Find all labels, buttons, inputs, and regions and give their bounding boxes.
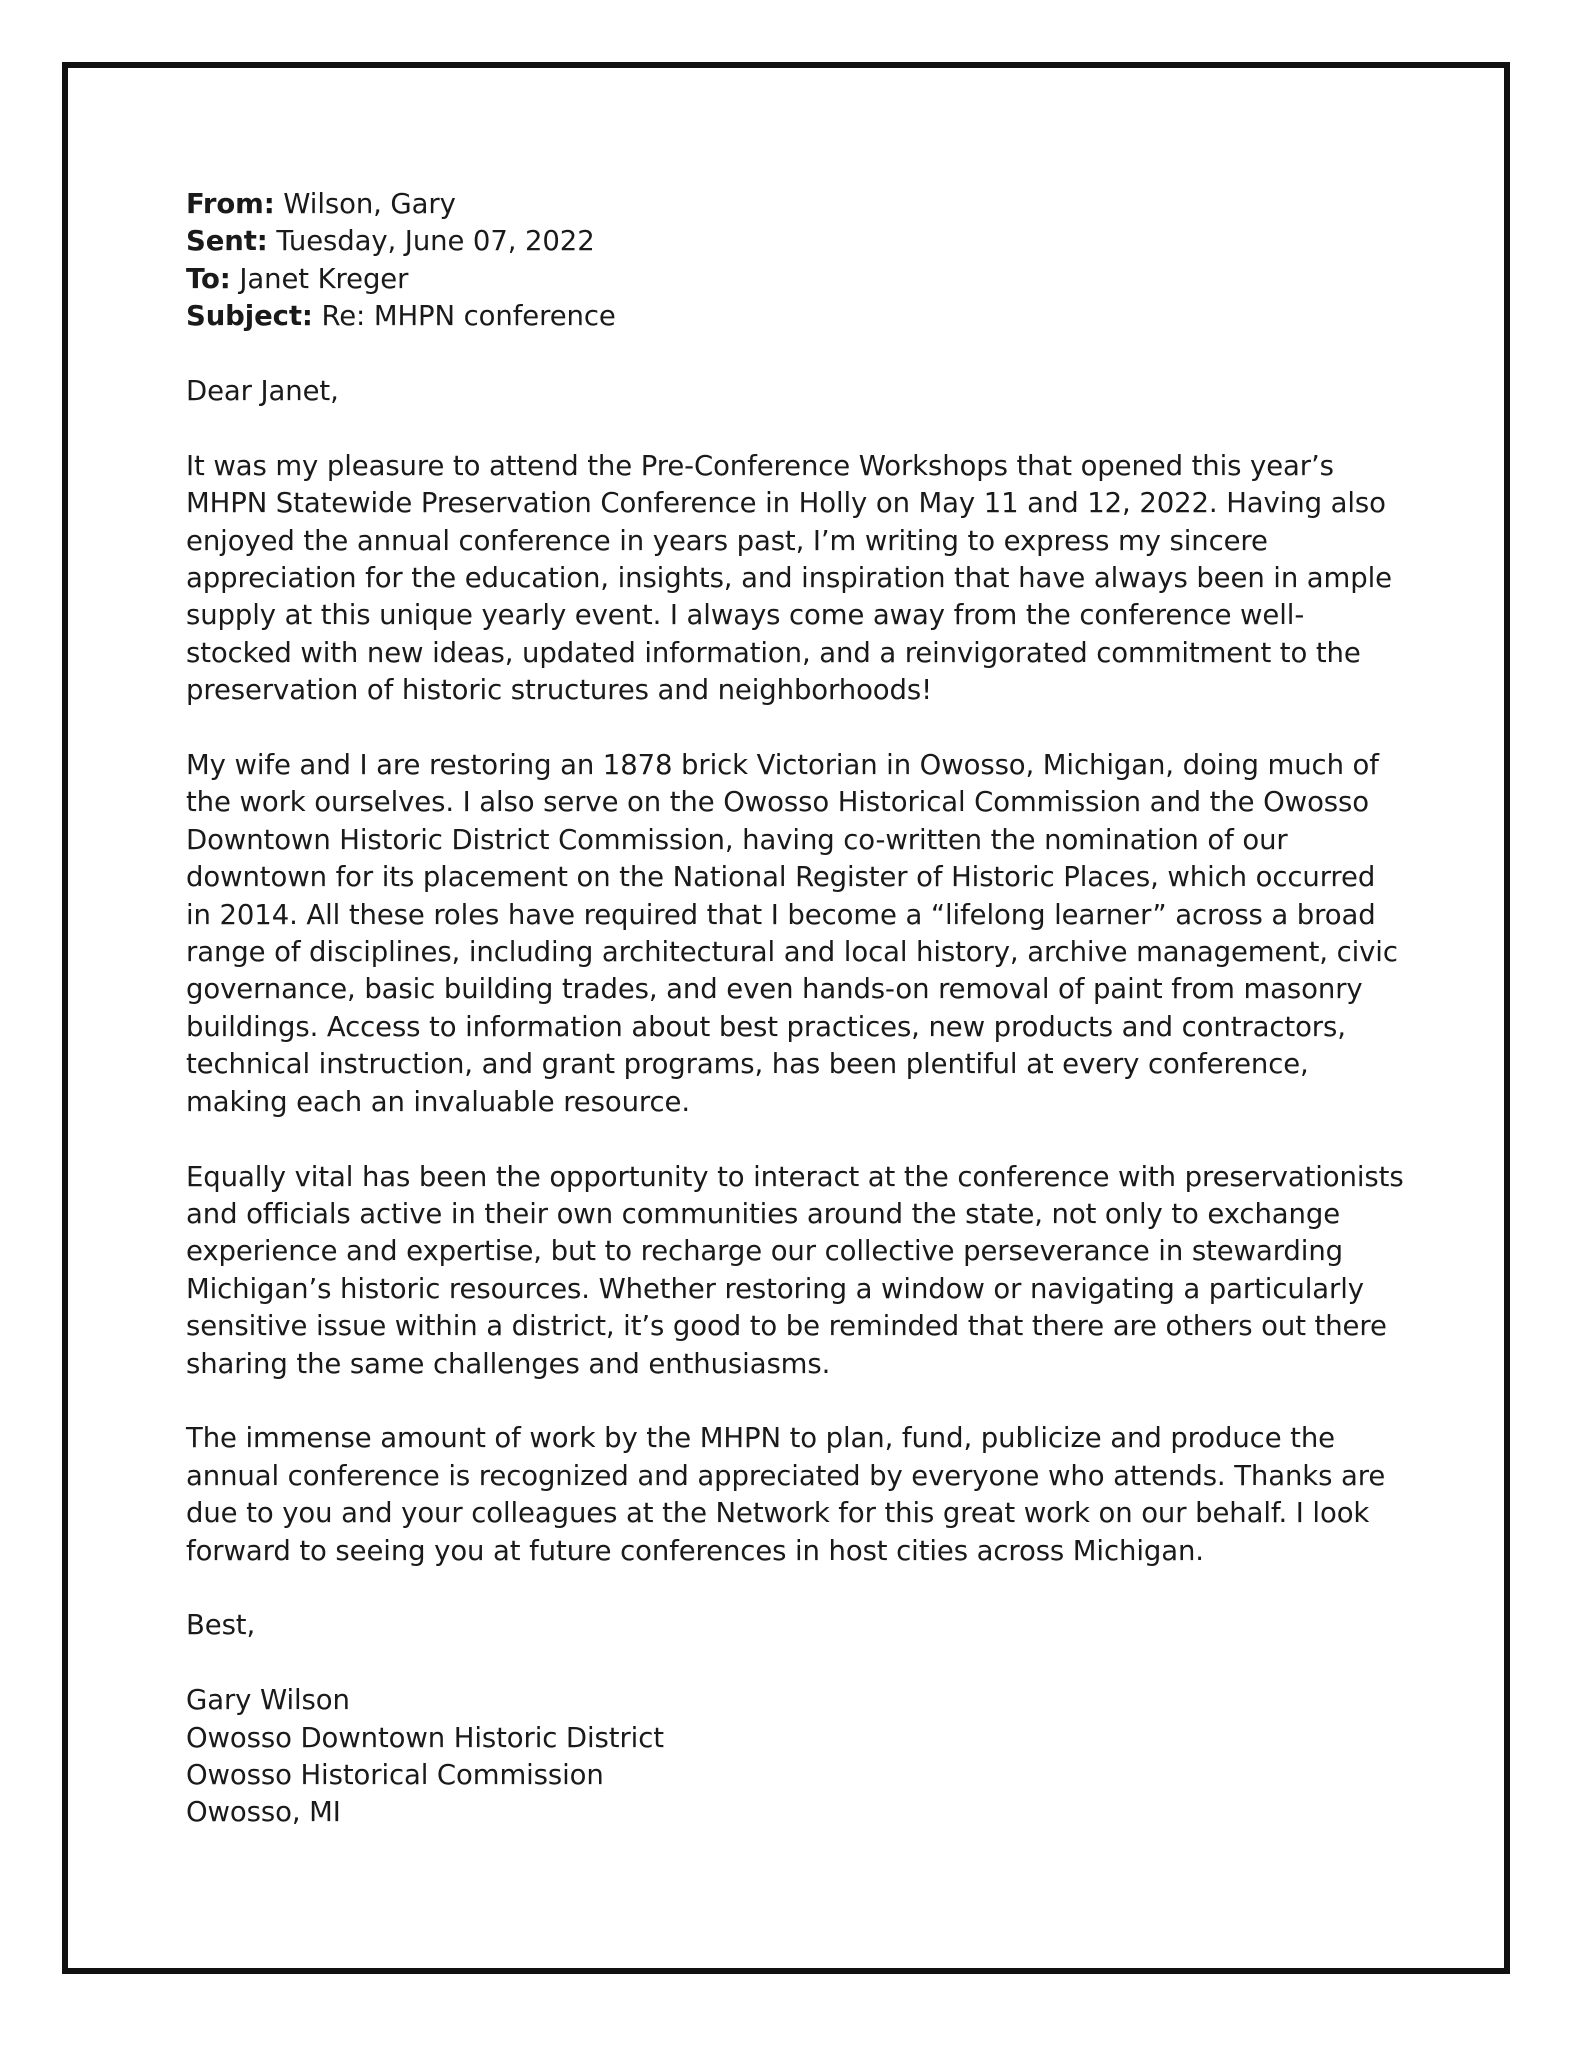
- text-line: MHPN Statewide Preservation Conference in Holly on May 11 and 12, 2022. Having also: [186, 487, 1386, 520]
- text-line: enjoyed the annual conference in years past, I’m writing to express my sincere: [186, 524, 1268, 557]
- text-line: forward to seeing you at future conferences in host cities across Michigan.: [186, 1534, 1204, 1567]
- subject-value: Re: MHPN conference: [321, 300, 616, 333]
- text-line: downtown for its placement on the National Register of Historic Places, which occurred: [186, 861, 1376, 894]
- letter: [186, 186, 1416, 1832]
- sent-value: Tuesday, June 07, 2022: [276, 225, 595, 258]
- subject-label: Subject:: [186, 300, 313, 333]
- text-line: stocked with new ideas, updated information, and a reinvigorated commitment to the: [186, 636, 1361, 669]
- sent-label: Sent:: [186, 225, 268, 258]
- signature-line: Owosso Downtown Historic District: [186, 1721, 664, 1754]
- text-line: preservation of historic structures and neighborhoods!: [186, 674, 933, 707]
- to-label: To:: [186, 262, 231, 295]
- text-line: Downtown Historic District Commission, having co-written the nomination of our: [186, 823, 1288, 856]
- text-line: Equally vital has been the opportunity to interact at the conference with preservationists: [186, 1160, 1404, 1193]
- text-line: technical instruction, and grant programs, has been plentiful at every conference,: [186, 1048, 1309, 1081]
- to-value: Janet Kreger: [239, 262, 409, 295]
- text-line: It was my pleasure to attend the Pre-Conference Workshops that opened this year’s: [186, 449, 1334, 482]
- paragraph-2: [186, 747, 1416, 1121]
- from-value: Wilson, Gary: [283, 188, 456, 220]
- paragraph-1: [186, 448, 1416, 710]
- text-line: range of disciplines, including architectural and local history, archive management, civic: [186, 936, 1398, 969]
- subject-line: [186, 298, 1416, 335]
- text-line: in 2014. All these roles have required that I become a “lifelong learner” across a broad: [186, 898, 1376, 931]
- text-line: experience and expertise, but to recharge our collective perseverance in stewarding: [186, 1235, 1343, 1268]
- signature-line: Owosso Historical Commission: [186, 1758, 604, 1791]
- signature-line: Owosso, MI: [186, 1796, 341, 1829]
- salutation: Dear Janet,: [186, 375, 339, 408]
- paragraph-3: [186, 1159, 1416, 1383]
- text-line: sensitive issue within a district, it’s good to be reminded that there are others out there: [186, 1310, 1387, 1343]
- text-line: annual conference is recognized and appreciated by everyone who attends. Thanks are: [186, 1459, 1386, 1492]
- sent-line: [186, 223, 1416, 260]
- text-line: buildings. Access to information about best practices, new products and contractors,: [186, 1010, 1346, 1043]
- closing: Best,: [186, 1609, 256, 1642]
- signature-name: Gary Wilson: [186, 1684, 350, 1717]
- email-header: [186, 186, 1416, 336]
- text-line: making each an invaluable resource.: [186, 1085, 690, 1118]
- paragraph-4: [186, 1420, 1416, 1570]
- text-line: sharing the same challenges and enthusiasms.: [186, 1347, 831, 1380]
- text-line: The immense amount of work by the MHPN to plan, fund, publicize and produce the: [186, 1422, 1335, 1455]
- text-line: the work ourselves. I also serve on the Owosso Historical Commission and the Owosso: [186, 786, 1369, 819]
- text-line: and officials active in their own communities around the state, not only to exchange: [186, 1197, 1341, 1230]
- text-line: Michigan’s historic resources. Whether restoring a window or navigating a particularly: [186, 1272, 1364, 1305]
- from-line: [186, 186, 1416, 223]
- text-line: appreciation for the education, insights, and inspiration that have always been in ample: [186, 562, 1392, 595]
- text-line: supply at this unique yearly event. I always come away from the conference well-: [186, 599, 1305, 632]
- text-line: governance, basic building trades, and even hands-on removal of paint from masonry: [186, 973, 1363, 1006]
- to-line: [186, 261, 1416, 298]
- text-line: due to you and your colleagues at the Network for this great work on our behalf. I look: [186, 1497, 1370, 1530]
- from-label: From:: [186, 188, 275, 220]
- signature-block: [186, 1682, 1416, 1832]
- text-line: My wife and I are restoring an 1878 brick Victorian in Owosso, Michigan, doing much of: [186, 749, 1379, 782]
